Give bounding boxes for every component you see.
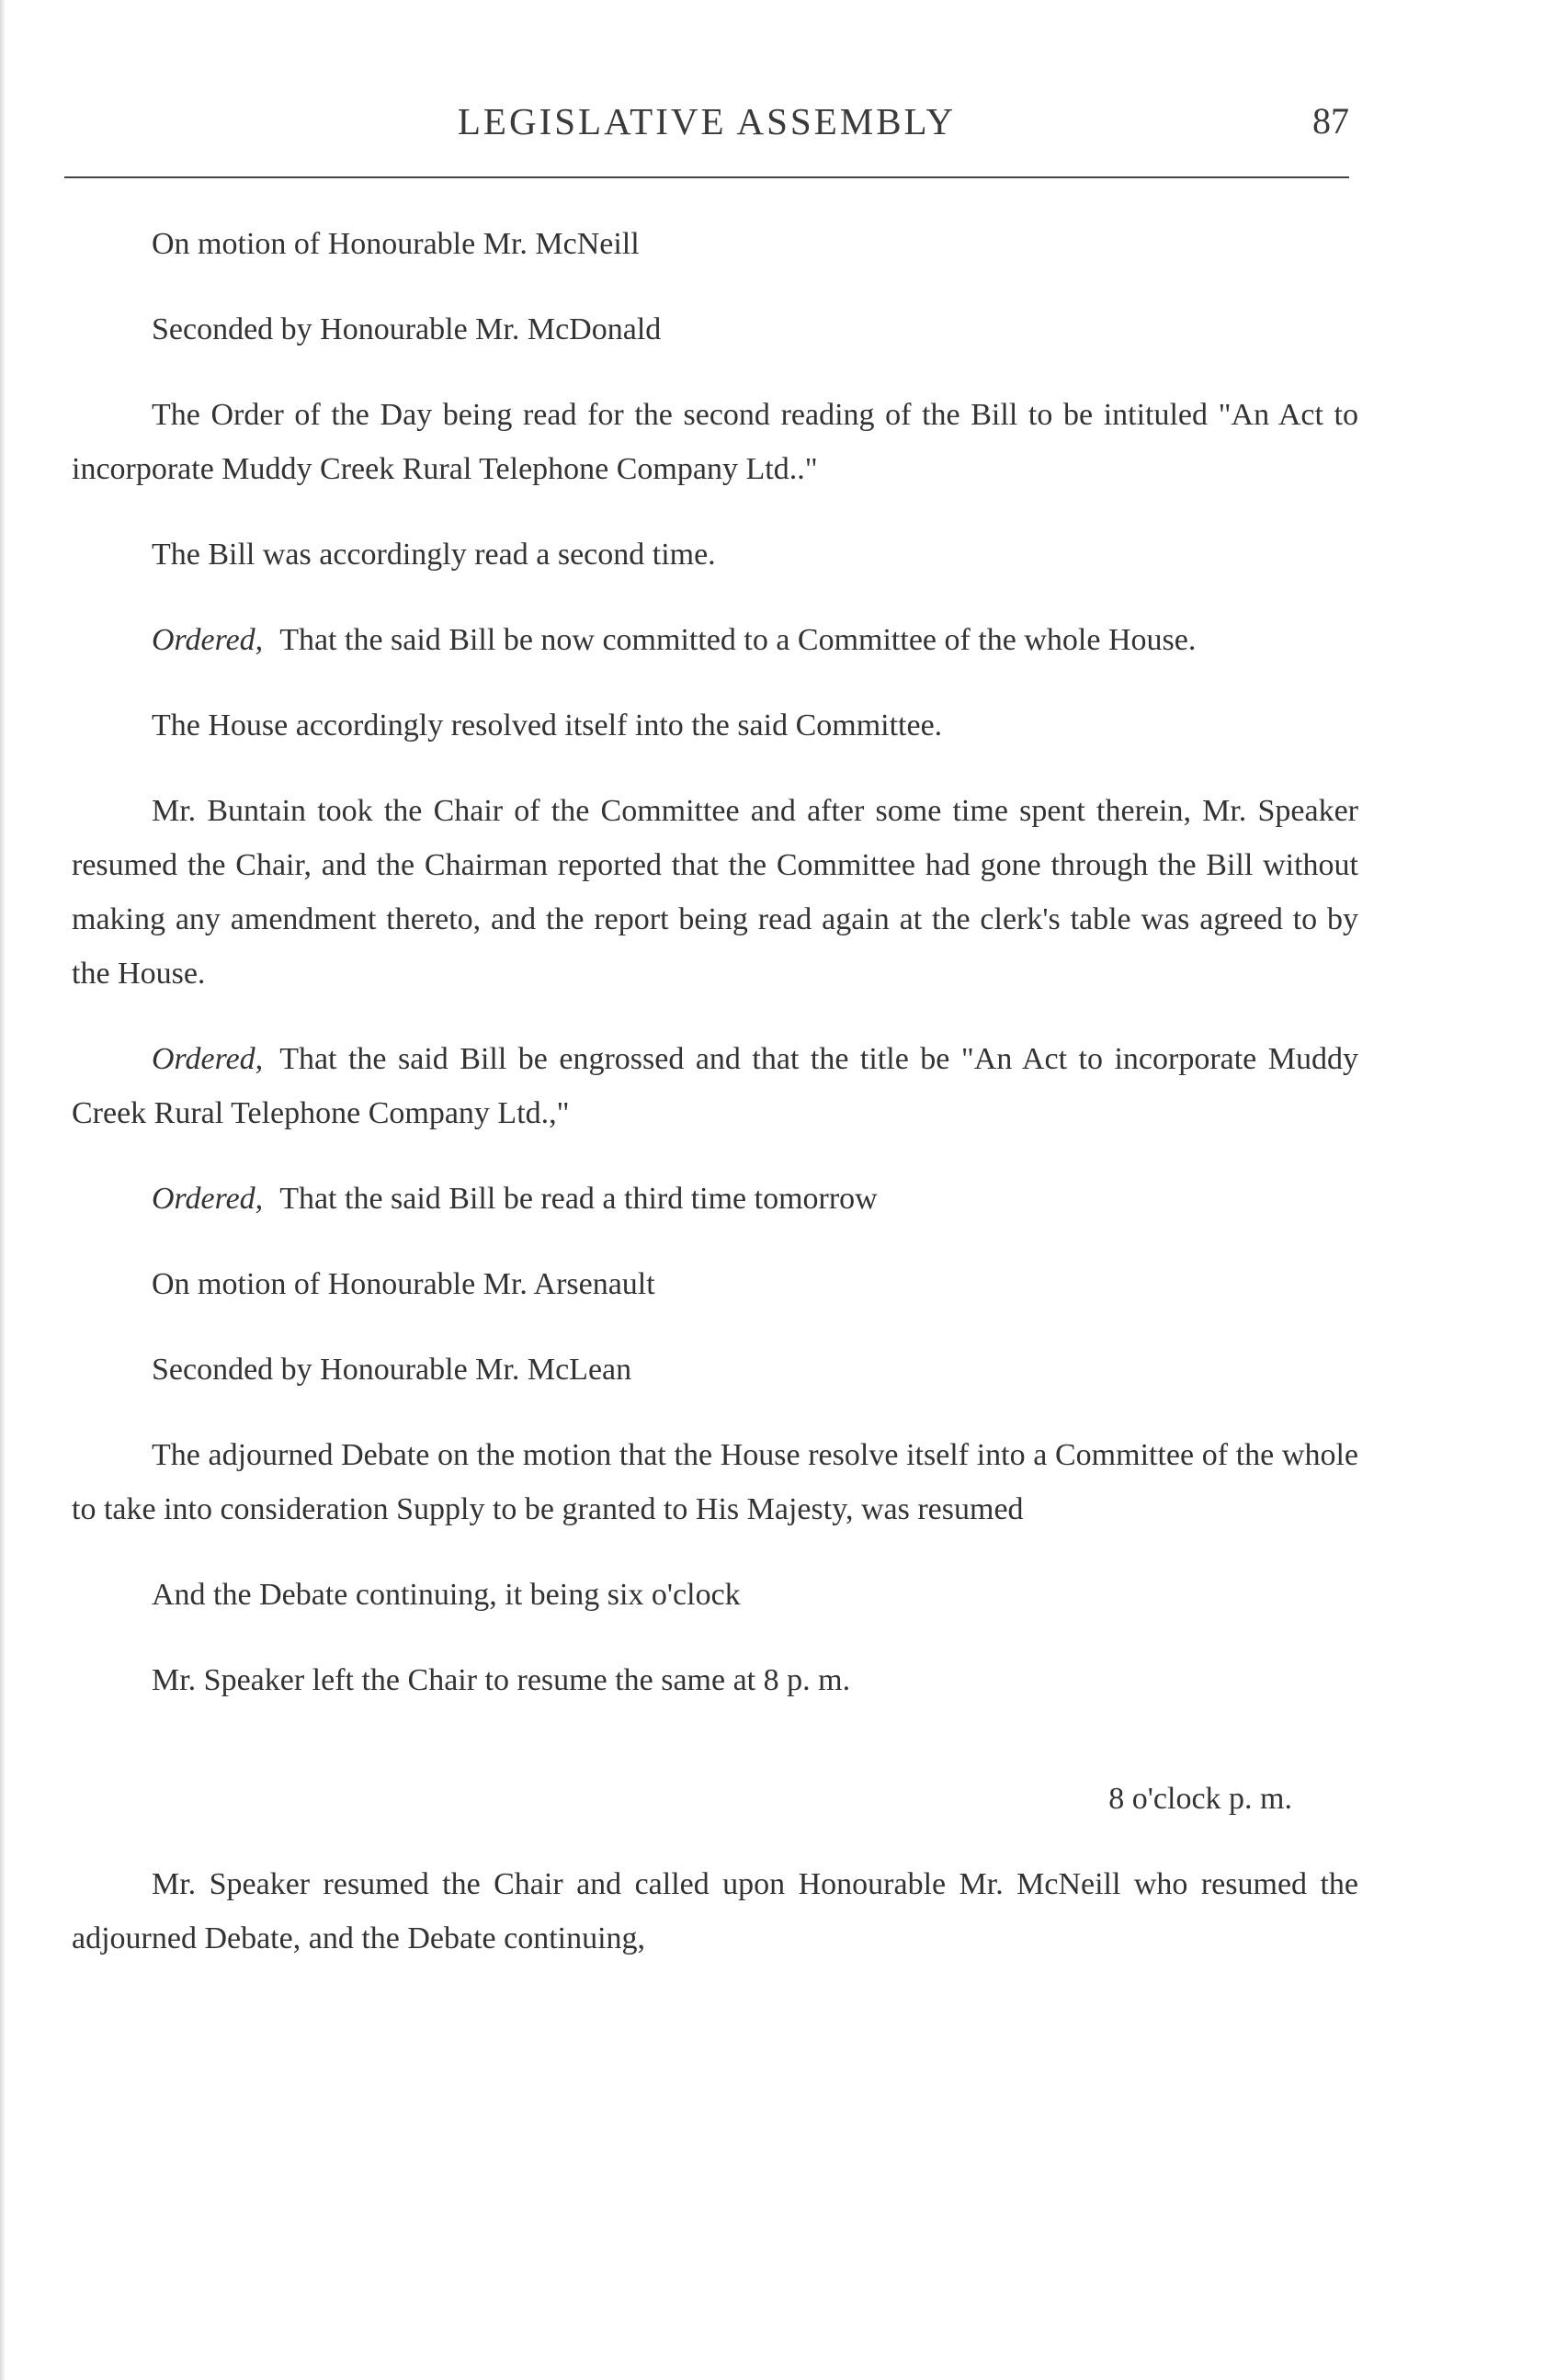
page-number: 87 [1312,100,1349,142]
ordered-text: That the said Bill be read a third time tomorrow [279,1182,878,1216]
body-text [72,217,1358,1966]
house-resolved-paragraph: The House accordingly resolved itself into the said Committee. [152,708,943,742]
ordered-lead: Ordered, [152,1182,264,1216]
ordered-lead: Ordered, [152,623,264,657]
ordered-committed-paragraph [72,613,1358,667]
speaker-left-chair-paragraph: Mr. Speaker left the Chair to resume the same at 8 p. m. [152,1663,851,1697]
ordered-third-reading-paragraph [72,1172,1358,1226]
ordered-lead: Ordered, [152,1042,264,1076]
speaker-resumed-paragraph: Mr. Speaker resumed the Chair and called upon Honourable Mr. McNeill who resumed the adjourned Debate, and the Debate continuing, [72,1867,1358,1955]
order-of-day-paragraph: The Order of the Day being read for the second reading of the Bill to be intituled "An Act to incorporate Muddy Creek Rural Telephone Company Ltd.." [72,398,1358,486]
section-spacer [72,1707,1358,1772]
committee-report-paragraph: Mr. Buntain took the Chair of the Committee and after some time spent therein, Mr. Speaker resumed the Chair, and the Chairman reported that the Committee had gone through the Bill without making any amendment thereto, and the report being read again at the clerk's table was agreed to by the House. [72,794,1358,991]
ordered-engrossed-paragraph [72,1032,1358,1140]
page-header [64,92,1349,156]
ordered-text: That the said Bill be now committed to a Committee of the whole House. [279,623,1197,657]
ordered-text: That the said Bill be engrossed and that the title be "An Act to incorporate Muddy Creek Rural Telephone Company Ltd.," [72,1042,1358,1130]
seconded-paragraph: Seconded by Honourable Mr. McLean [152,1353,632,1387]
second-reading-paragraph: The Bill was accordingly read a second time. [152,538,716,572]
time-heading: 8 o'clock p. m. [1108,1782,1292,1816]
motion-paragraph: On motion of Honourable Mr. Arsenault [152,1267,655,1301]
running-head: LEGISLATIVE ASSEMBLY [457,100,957,142]
page-edge-shadow [0,0,6,2380]
header-rule [64,176,1349,178]
seconded-paragraph: Seconded by Honourable Mr. McDonald [152,312,662,346]
adjourned-debate-paragraph: The adjourned Debate on the motion that the House resolve itself into a Committee of the whole to take into consideration Supply to be granted to His Majesty, was resumed [72,1438,1358,1526]
motion-paragraph: On motion of Honourable Mr. McNeill [152,227,640,261]
debate-continuing-paragraph: And the Debate continuing, it being six o'clock [152,1578,741,1612]
